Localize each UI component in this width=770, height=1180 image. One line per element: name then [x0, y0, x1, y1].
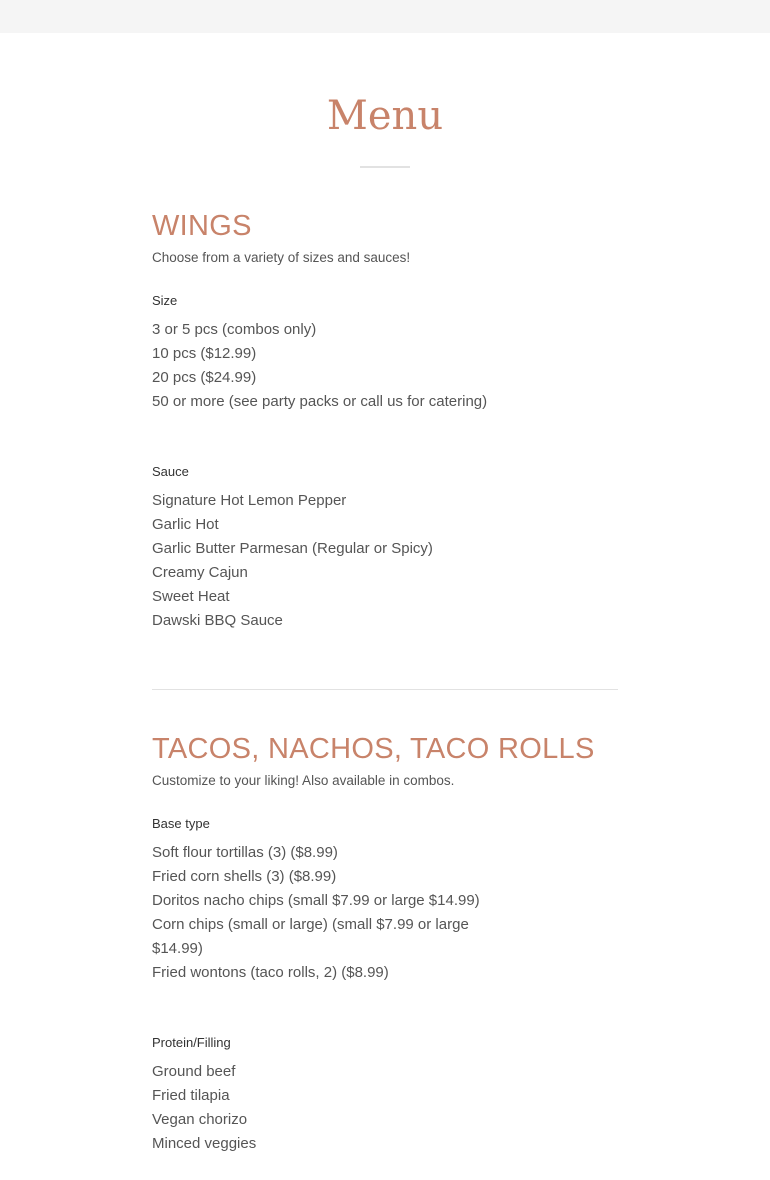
option-item: Fried tilapia — [152, 1087, 230, 1104]
option-item: 10 pcs ($12.99) — [152, 345, 257, 362]
top-bar — [0, 0, 770, 33]
option-item: Fried wontons (taco rolls, 2) ($8.99) — [152, 964, 389, 981]
option-list-sauce — [152, 489, 492, 633]
title-divider — [360, 166, 410, 168]
option-item: Corn chips (small or large) (small $7.99 or large $14.99) — [152, 916, 469, 957]
option-group-protein-filling — [152, 1033, 618, 1156]
option-item: Creamy Cajun — [152, 564, 248, 581]
section-heading-tacos: TACOS, NACHOS, TACO ROLLS — [152, 733, 595, 765]
menu-section-wings — [152, 206, 618, 633]
option-item: 3 or 5 pcs (combos only) — [152, 321, 317, 338]
section-description-tacos: Customize to your liking! Also available in combos. — [152, 773, 455, 788]
group-label-base-type: Base type — [152, 816, 210, 831]
section-description-wings: Choose from a variety of sizes and sauces! — [152, 250, 411, 265]
option-group-base-type — [152, 814, 618, 985]
option-item: Minced veggies — [152, 1135, 257, 1152]
page-title: Menu — [326, 93, 444, 139]
option-item: 20 pcs ($24.99) — [152, 369, 257, 386]
option-group-size — [152, 291, 618, 414]
option-item: Ground beef — [152, 1063, 236, 1080]
option-item: Fried corn shells (3) ($8.99) — [152, 868, 337, 885]
section-heading-wings: WINGS — [152, 210, 252, 242]
option-item: Garlic Butter Parmesan (Regular or Spicy) — [152, 540, 433, 557]
menu-section-tacos — [152, 729, 618, 1156]
option-item: Soft flour tortillas (3) ($8.99) — [152, 844, 338, 861]
option-item: 50 or more (see party packs or call us for catering) — [152, 393, 488, 410]
option-list-base-type — [152, 841, 492, 985]
option-item: Doritos nacho chips (small $7.99 or large $14.99) — [152, 892, 480, 909]
group-label-protein-filling: Protein/Filling — [152, 1035, 231, 1050]
option-item: Signature Hot Lemon Pepper — [152, 492, 347, 509]
group-label-size: Size — [152, 293, 178, 308]
option-item: Dawski BBQ Sauce — [152, 612, 283, 629]
group-label-sauce: Sauce — [152, 464, 189, 479]
option-item: Vegan chorizo — [152, 1111, 248, 1128]
menu-content — [152, 206, 618, 1156]
option-group-sauce — [152, 462, 618, 633]
option-item: Sweet Heat — [152, 588, 230, 605]
option-list-size — [152, 318, 492, 414]
option-item: Garlic Hot — [152, 516, 219, 533]
option-list-protein-filling — [152, 1060, 492, 1156]
